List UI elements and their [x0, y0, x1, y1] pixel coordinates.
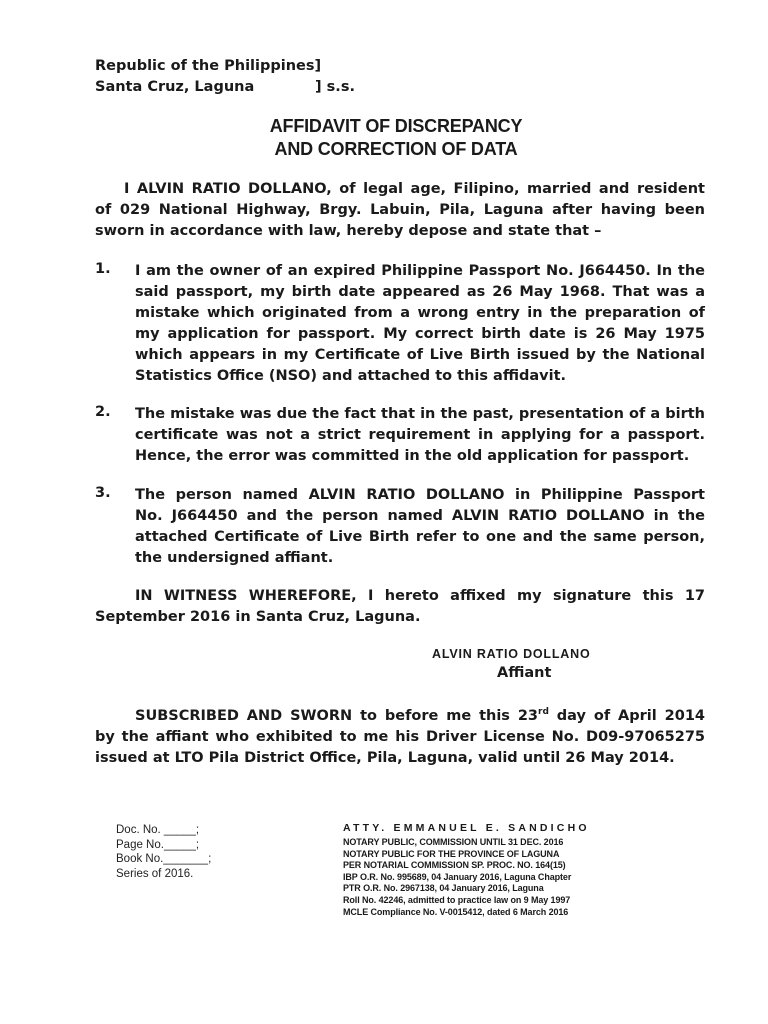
notary-line: Roll No. 42246, admitted to practice law on 9 May 1997 — [343, 894, 571, 905]
item-line: The person named ALVIN RATIO DOLLANO in Philippine Passport — [135, 487, 705, 503]
notarial-register-block — [116, 823, 211, 881]
affiant-role: Affiant — [497, 665, 552, 681]
jurat-line: issued at LTO Pila District Office, Pila, Laguna, valid until 26 May 2014. — [95, 750, 675, 766]
notary-line: PER NOTARIAL COMMISSION SP. PROC. NO. 164(15) — [343, 860, 566, 871]
jurat-line1-after: day of April 2014 — [548, 708, 705, 724]
intro-line: sworn in accordance with law, hereby depose and state that – — [95, 223, 602, 239]
item-number: 2. — [95, 404, 111, 420]
intro-line: I ALVIN RATIO DOLLANO, of legal age, Filipino, married and resident — [124, 181, 705, 197]
page-no: Page No._____; — [116, 838, 200, 851]
item-line: attached Certificate of Live Birth refer to one and the same person, — [135, 529, 705, 545]
item-number: 1. — [95, 261, 111, 277]
notary-line: NOTARY PUBLIC, COMMISSION UNTIL 31 DEC. 2016 — [343, 837, 564, 847]
item-line: mistake which originated from a wrong entry in the preparation of — [135, 305, 705, 321]
jurat-line1-before: SUBSCRIBED AND SWORN to before me this 23 — [135, 708, 539, 724]
item-line: my application for passport. My correct birth date is 26 May 1975 — [135, 326, 705, 342]
intro-paragraph — [95, 179, 705, 242]
affiant-name: ALVIN RATIO DOLLANO — [432, 647, 591, 661]
notary-name: ATTY. EMMANUEL E. SANDICHO — [343, 822, 590, 834]
venue-block — [95, 56, 321, 77]
venue-city: Santa Cruz, Laguna — [95, 79, 255, 95]
witness-line: IN WITNESS WHEREFORE, I hereto affixed my signature this 17 — [135, 588, 705, 604]
jurat-ordinal: rd — [538, 707, 549, 718]
notary-line: MCLE Compliance No. V-0015412, dated 6 March 2016 — [343, 906, 569, 917]
item-line: I am the owner of an expired Philippine Passport No. J664450. In the — [135, 263, 705, 279]
venue-country: Republic of the Philippines] — [95, 58, 322, 74]
item-line: certificate was not a strict requirement in applying for a passport. — [135, 427, 705, 443]
item-2-text — [135, 404, 705, 467]
item-1-text — [135, 261, 705, 387]
item-line: which appears in my Certificate of Live Birth issued by the National — [135, 347, 705, 363]
notary-details — [343, 837, 571, 918]
venue-place — [95, 77, 254, 98]
notary-line: PTR O.R. No. 2967138, 04 January 2016, Laguna — [343, 883, 544, 894]
doc-no: Doc. No. _____; — [116, 824, 200, 836]
item-3-text — [135, 485, 705, 569]
witness-paragraph — [95, 586, 705, 628]
jurat-line: by the affiant who exhibited to me his Driver License No. D09-97065275 — [95, 729, 705, 745]
item-line: The mistake was due the fact that in the past, presentation of a birth — [135, 406, 705, 422]
book-no: Book No._______; — [116, 853, 212, 865]
witness-line: September 2016 in Santa Cruz, Laguna. — [95, 609, 421, 625]
item-line: No. J664450 and the person named ALVIN RATIO DOLLANO in the — [135, 508, 705, 524]
document-title-line2: AND CORRECTION OF DATA — [274, 139, 518, 159]
item-line: the undersigned affiant. — [135, 550, 334, 566]
venue-ss: ] s.s. — [315, 79, 355, 95]
intro-line: of 029 National Highway, Brgy. Labuin, Pila, Laguna after having been — [95, 202, 705, 218]
notary-line: NOTARY PUBLIC FOR THE PROVINCE OF LAGUNA — [343, 848, 560, 859]
item-line: Statistics Office (NSO) and attached to this affidavit. — [135, 368, 567, 384]
document-title-line1: AFFIDAVIT OF DISCREPANCY — [269, 116, 523, 136]
series-year: Series of 2016. — [116, 867, 194, 880]
item-number: 3. — [95, 485, 111, 501]
notary-line: IBP O.R. No. 995689, 04 January 2016, Laguna Chapter — [343, 871, 572, 882]
item-line: said passport, my birth date appeared as 26 May 1968. That was a — [135, 284, 705, 300]
jurat-paragraph — [95, 706, 705, 769]
item-line: Hence, the error was committed in the old application for passport. — [135, 448, 690, 464]
jurat-line — [95, 706, 705, 727]
